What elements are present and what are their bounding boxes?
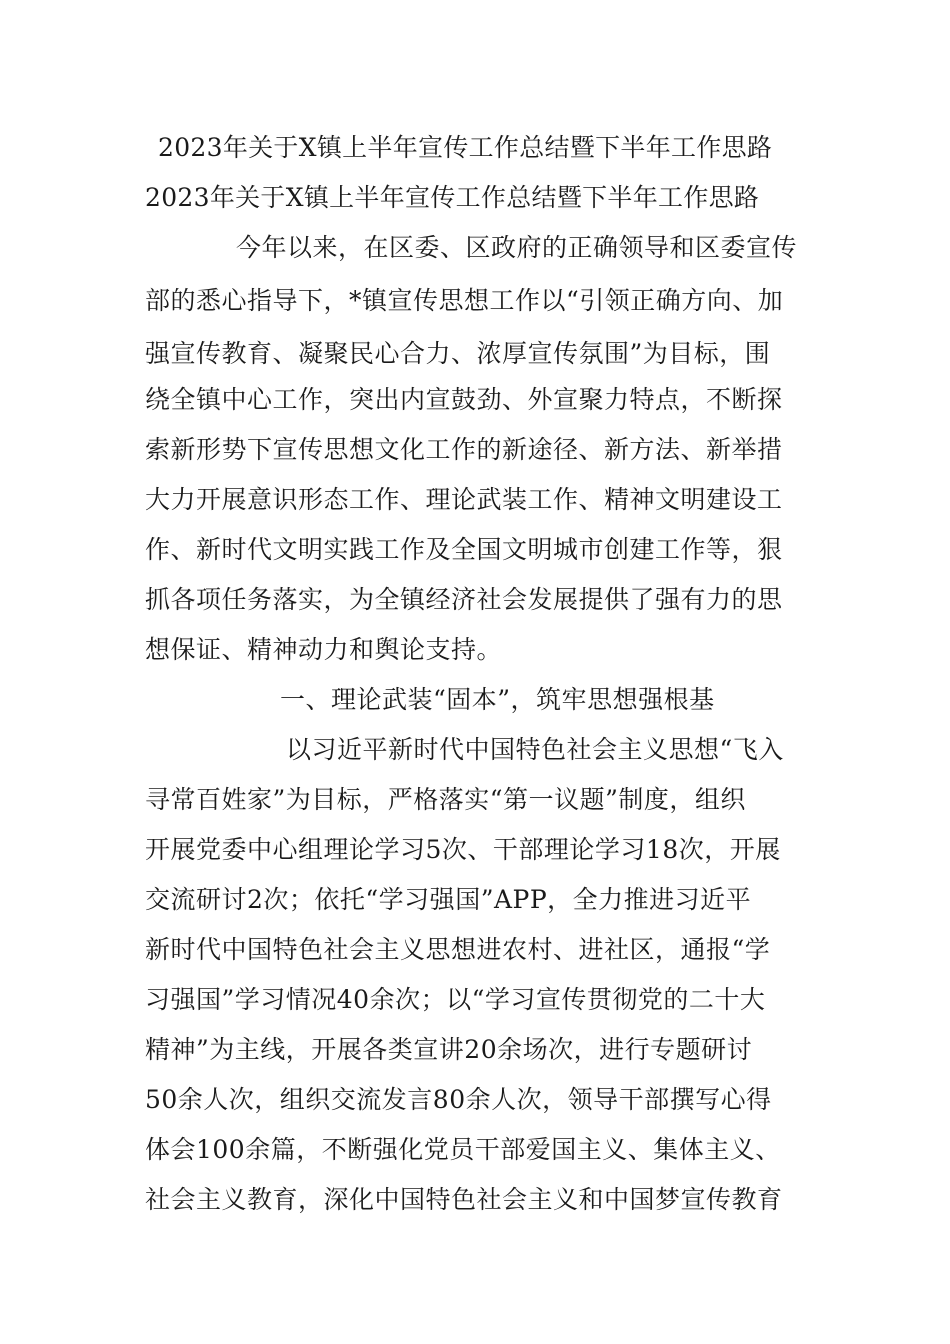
document-title-repeat: 2023年关于X镇上半年宣传工作总结暨下半年工作思路 [145,183,760,212]
paragraph-line: 想保证、精神动力和舆论支持。 [145,635,503,664]
paragraph-line: 大力开展意识形态工作、理论武装工作、精神文明建设工 [145,485,783,514]
paragraph-line: 50余人次，组织交流发言80余人次，领导干部撰写心得 [145,1085,772,1114]
paragraph-line: 索新形势下宣传思想文化工作的新途径、新方法、新举措 [145,435,783,464]
paragraph-line: 部的悉心指导下，*镇宣传思想工作以“引领正确方向、加 [145,286,784,315]
paragraph-line: 强宣传教育、凝聚民心合力、浓厚宣传氛围”为目标，围 [145,339,771,368]
paragraph-line: 体会100余篇，不断强化党员干部爱国主义、集体主义、 [145,1135,781,1164]
paragraph-line: 绕全镇中心工作，突出内宣鼓劲、外宣聚力特点，不断探 [145,385,783,414]
paragraph-line: 作、新时代文明实践工作及全国文明城市创建工作等，狠 [145,535,783,564]
paragraph-line: 习强国”学习情况40余次；以“学习宣传贯彻党的二十大 [145,985,766,1014]
paragraph-line: 社会主义教育，深化中国特色社会主义和中国梦宣传教育 [145,1185,783,1214]
paragraph-line: 今年以来，在区委、区政府的正确领导和区委宣传 [236,233,798,262]
paragraph-line: 精神”为主线，开展各类宣讲20余场次，进行专题研讨 [145,1035,753,1064]
paragraph-line: 寻常百姓家”为目标，严格落实“第一议题”制度，组织 [145,785,746,814]
paragraph-line: 新时代中国特色社会主义思想进农村、进社区，通报“学 [145,935,771,964]
section-heading: 一、理论武装“固本”，筑牢思想强根基 [280,685,715,714]
paragraph-line: 以习近平新时代中国特色社会主义思想“飞入 [286,735,784,764]
paragraph-line: 交流研讨2次；依托“学习强国”APP，全力推进习近平 [145,885,752,914]
paragraph-line: 抓各项任务落实，为全镇经济社会发展提供了强有力的思 [145,585,783,614]
paragraph-line: 开展党委中心组理论学习5次、干部理论学习18次，开展 [145,835,781,864]
document-title: 2023年关于X镇上半年宣传工作总结暨下半年工作思路 [158,133,773,162]
